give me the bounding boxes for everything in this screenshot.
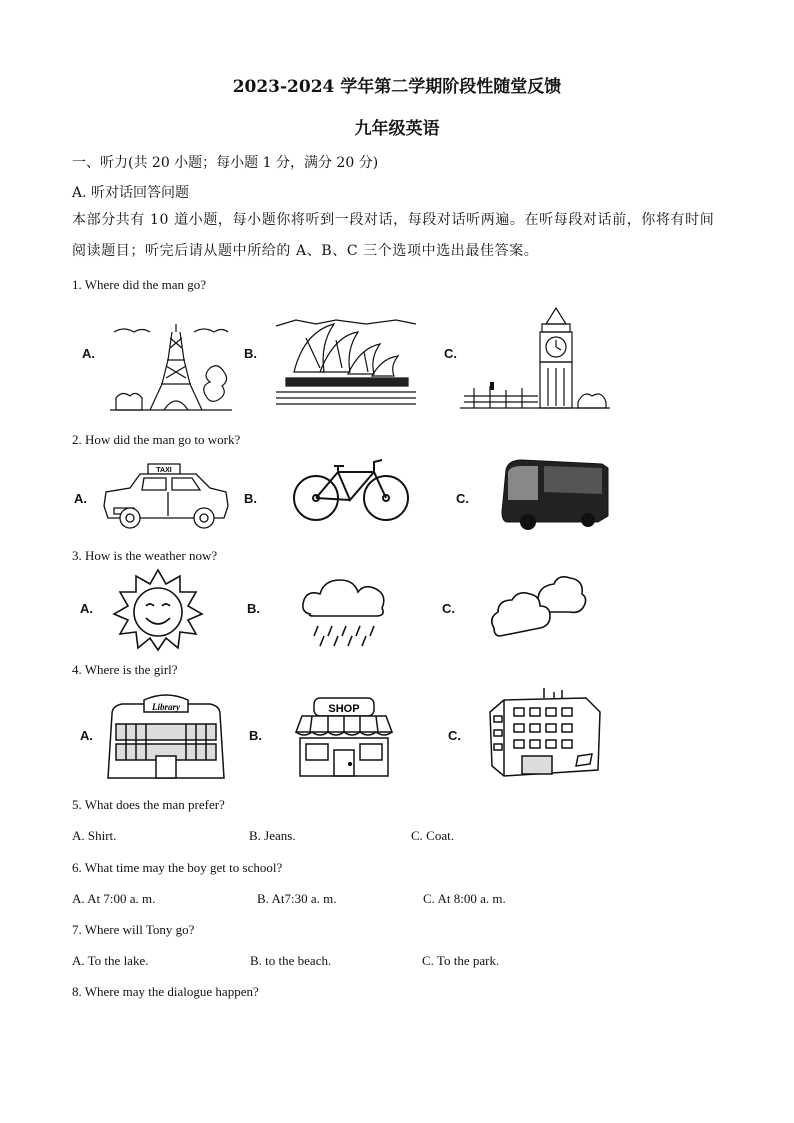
page-title: 2023-2024 学年第二学期阶段性随堂反馈 [232, 77, 562, 97]
part-heading: A. 听对话回答问题 [72, 185, 190, 201]
shop-sign: SHOP [328, 703, 360, 715]
option-a: A. Shirt. [72, 828, 117, 843]
question-7: 7. Where will Tony go? [72, 922, 195, 937]
option-c-label: C. [448, 728, 461, 743]
bicycle-icon [292, 458, 410, 524]
shop-icon [292, 694, 396, 780]
option-b: B. to the beach. [250, 953, 332, 968]
library-sign: Library [152, 702, 180, 712]
option-c-label: C. [456, 491, 469, 506]
hospital-icon [482, 686, 608, 780]
question-3: 3. How is the weather now? [72, 548, 218, 563]
page-subtitle: 九年级英语 [354, 119, 440, 139]
option-a-label: A. [80, 728, 93, 743]
question-4: 4. Where is the girl? [72, 662, 178, 677]
rain-cloud-icon [300, 578, 392, 648]
option-b: B. At7:30 a. m. [257, 891, 337, 906]
question-2: 2. How did the man go to work? [72, 432, 241, 447]
option-c: C. At 8:00 a. m. [423, 891, 506, 906]
option-b-label: B. [247, 601, 260, 616]
library-icon [104, 690, 228, 782]
sun-icon [112, 568, 204, 652]
option-a: A. To the lake. [72, 953, 149, 968]
cloudy-icon [490, 574, 588, 638]
question-5: 5. What does the man prefer? [72, 797, 225, 812]
option-a-label: A. [80, 601, 93, 616]
option-c-label: C. [444, 346, 457, 361]
eiffel-tower-icon [110, 318, 232, 412]
option-a-label: A. [82, 346, 95, 361]
taxi-icon [100, 462, 230, 532]
option-b-label: B. [249, 728, 262, 743]
option-b-label: B. [244, 346, 257, 361]
option-c: C. To the park. [422, 953, 500, 968]
taxi-sign: TAXI [156, 467, 172, 474]
option-a: A. At 7:00 a. m. [72, 891, 156, 906]
question-8: 8. Where may the dialogue happen? [72, 984, 259, 999]
big-ben-icon [460, 306, 610, 410]
option-c: C. Coat. [411, 828, 454, 843]
option-c-label: C. [442, 601, 455, 616]
question-1: 1. Where did the man go? [72, 277, 207, 292]
option-b: B. Jeans. [249, 828, 296, 843]
sydney-opera-house-icon [276, 318, 416, 408]
question-6: 6. What time may the boy get to school? [72, 860, 283, 875]
section-heading: 一、听力(共 20 小题；每小题 1 分，满分 20 分) [72, 155, 379, 171]
option-b-label: B. [244, 491, 257, 506]
option-a-label: A. [74, 491, 87, 506]
bus-icon [498, 456, 610, 530]
instructions-paragraph: 本部分共有 10 道小题，每小题你将听到一段对话，每段对话听两遍。在听每段对话前，你将有时间阅读题目；听完后请从题中所给的 A、B、C 三个选项中选出最佳答案。 [72, 212, 715, 259]
